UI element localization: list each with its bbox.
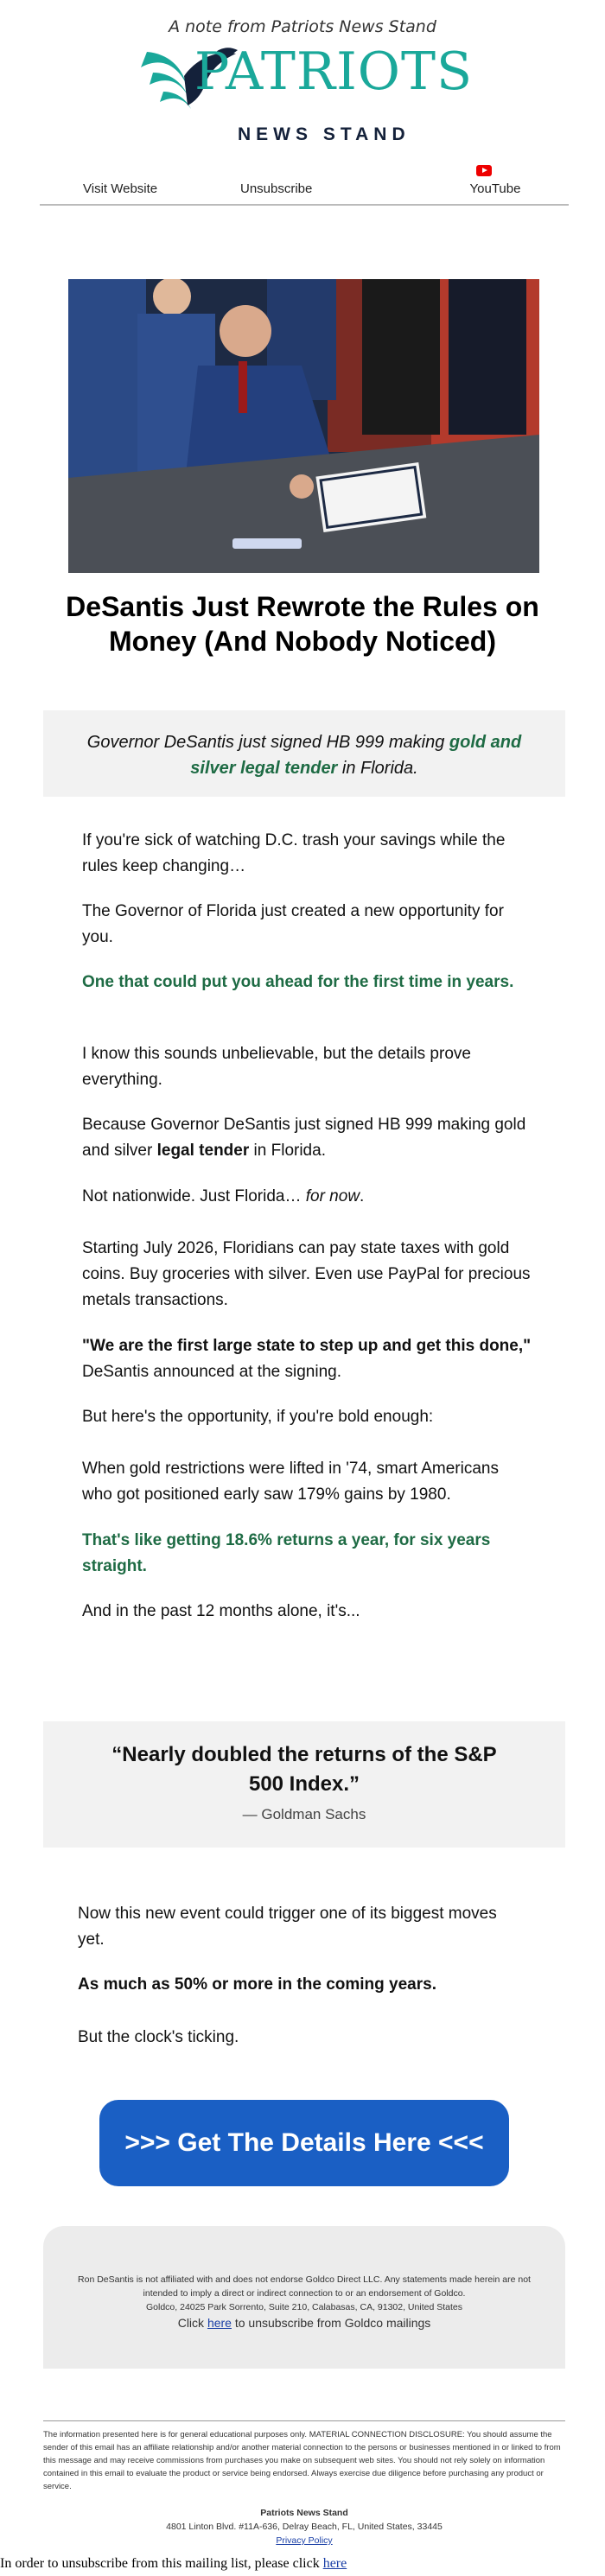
paragraph-12: And in the past 12 months alone, it's... xyxy=(82,1602,360,1620)
sender-address: 4801 Linton Blvd. #11A-636, Delray Beach, FL, United States, 33445 xyxy=(166,2522,443,2532)
subheadline-highlight: gold and silver legal tender xyxy=(190,733,522,778)
quote-box xyxy=(43,1721,565,1848)
quote-text: “Nearly doubled the returns of the S&P 500 Index.” xyxy=(111,1743,497,1796)
paragraph-2: The Governor of Florida just created a new opportunity for you. xyxy=(82,902,504,946)
sender-info xyxy=(43,2506,565,2547)
material-disclosure: The information presented here is for general educational purposes only. MATERIAL CONNECTION DISCLOSURE: You should assume the sender of this email has an affiliate relationship and/or another material connection to the persons or businesses mentioned in or linked to from this message and may receive commissions from purchases you make on subsequent web sites. You should not rely solely on information contained in this email to evaluate the product or service being endorsed. Always exercise due diligence before purchasing any product or service. xyxy=(43,2430,561,2491)
visit-website-link[interactable]: Visit Website xyxy=(83,181,158,196)
paragraph-10: When gold restrictions were lifted in '74, smart Americans who got positioned early saw 179% gains by 1980. xyxy=(82,1460,499,1504)
list-unsubscribe xyxy=(0,2556,347,2572)
paragraph-13: Now this new event could trigger one of its biggest moves yet. xyxy=(78,1905,497,1949)
paragraph-7: Starting July 2026, Floridians can pay state taxes with gold coins. Buy groceries with silver. Even use PayPal for precious metals transactions. xyxy=(82,1239,531,1309)
paragraph-5 xyxy=(82,1112,532,1164)
logo-subtitle: NEWS STAND xyxy=(238,124,411,144)
quote-source: — Goldman Sachs xyxy=(242,1806,366,1822)
paragraph-8-post: DeSantis announced at the signing. xyxy=(82,1363,341,1381)
privacy-policy-link[interactable]: Privacy Policy xyxy=(276,2535,333,2546)
advertiser-unsub-post: to unsubscribe from Goldco mailings xyxy=(231,2316,431,2330)
bill-signing-photo xyxy=(68,279,539,573)
paragraph-4: I know this sounds unbelievable, but the details prove everything. xyxy=(82,1045,471,1089)
advertiser-unsubscribe xyxy=(43,2316,565,2330)
paragraph-8 xyxy=(82,1333,532,1385)
logo-wordmark: PATRIOTS xyxy=(194,41,474,102)
subheadline-pre: Governor DeSantis just signed HB 999 making xyxy=(86,733,449,752)
paragraph-5-pre: Because Governor DeSantis just signed HB 999 making gold and silver xyxy=(82,1116,526,1160)
advertiser-address: Goldco, 24025 Park Sorrento, Suite 210, Calabasas, CA, 91302, United States xyxy=(146,2302,462,2312)
paragraph-5-bold: legal tender xyxy=(156,1142,250,1160)
youtube-link[interactable]: YouTube xyxy=(469,181,521,196)
paragraph-1: If you're sick of watching D.C. trash your savings while the rules keep changing… xyxy=(82,831,506,875)
top-nav xyxy=(40,161,569,206)
hero-photo xyxy=(68,279,539,573)
tagline: A note from Patriots News Stand xyxy=(169,17,436,36)
list-unsub-link[interactable]: here xyxy=(322,2556,347,2571)
paragraph-6 xyxy=(82,1184,532,1210)
sender-name: Patriots News Stand xyxy=(260,2508,348,2518)
paragraph-15: But the clock's ticking. xyxy=(78,2028,239,2046)
subheadline-box xyxy=(43,710,565,797)
paragraph-5-post: in Florida. xyxy=(249,1142,326,1160)
paragraph-11-highlight: That's like getting 18.6% returns a year, for six years straight. xyxy=(82,1531,491,1575)
paragraph-14: As much as 50% or more in the coming years. xyxy=(78,1975,436,1994)
paragraph-8-quote: "We are the first large state to step up and get this done," xyxy=(82,1337,532,1355)
list-unsub-pre: In order to unsubscribe from this mailing list, please click xyxy=(0,2556,323,2571)
advertiser-unsub-pre: Click xyxy=(177,2316,207,2330)
paragraph-6-italic: for now xyxy=(305,1187,360,1205)
paragraph-9: But here's the opportunity, if you're bold enough: xyxy=(82,1408,434,1426)
advertiser-disclaimer: Ron DeSantis is not affiliated with and does not endorse Goldco Direct LLC. Any statements made herein are not intended to imply a direct or indirect connection to or an endorsement of Goldco. xyxy=(78,2274,531,2299)
headline: DeSantis Just Rewrote the Rules on Money (And Nobody Noticed) xyxy=(66,591,539,657)
patriots-logo[interactable] xyxy=(134,41,480,158)
paragraph-6-post: . xyxy=(360,1187,365,1205)
advertiser-footer xyxy=(43,2226,565,2369)
youtube-icon[interactable] xyxy=(476,165,492,176)
paragraph-3-highlight: One that could put you ahead for the first time in years. xyxy=(82,973,514,991)
advertiser-unsub-link[interactable]: here xyxy=(207,2316,232,2330)
paragraph-6-pre: Not nationwide. Just Florida… xyxy=(82,1187,306,1205)
get-details-button[interactable]: >>> Get The Details Here <<< xyxy=(99,2100,509,2186)
subheadline-post: in Florida. xyxy=(337,759,418,778)
footer-divider xyxy=(43,2420,565,2421)
unsubscribe-link[interactable]: Unsubscribe xyxy=(240,181,313,196)
